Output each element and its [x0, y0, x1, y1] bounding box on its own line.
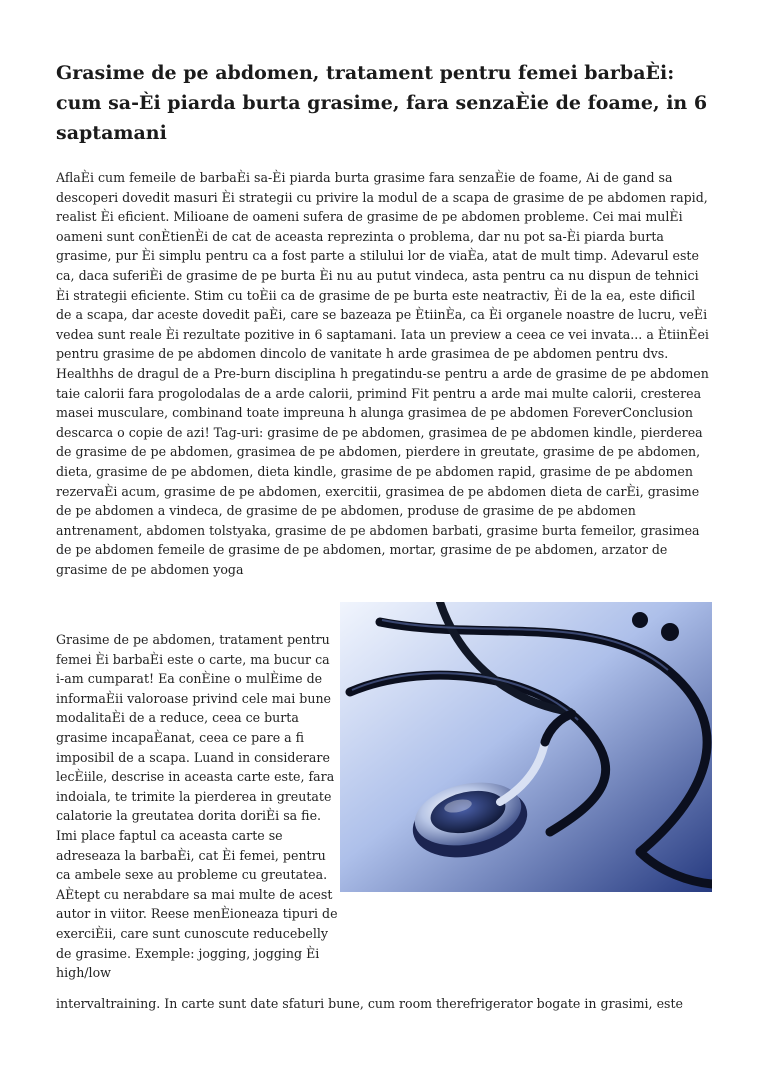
stethoscope-illustration: [340, 602, 712, 892]
intro-paragraph: AflaÈi cum femeile de barbaÈi sa-Èi piarda burta grasime fara senzaÈie de foame, Ai de gand sa descoperi dovedit masuri Èi strategii cu privire la modul de a scapa de grasime de pe abdomen rapid, realist Èi eficient. Milioane de oameni sufera de grasime de pe abdomen probleme. Cei mai mulÈi oameni sunt conÈtienÈi de cat de aceasta reprezinta o problema, dar nu pot sa-Èi piarda burta grasime, pur Èi simplu pentru ca a fost parte a stilului lor de viaÈa, atat de mult timp. Adevarul este ca, daca suferiÈi de grasime de pe burta Èi nu au putut vindeca, asta pentru ca nu dispun de tehnici Èi strategii eficiente. Stim cu toÈii ca de grasime de pe burta este neatractiv, Èi de la ea, este dificil de a scapa, dar aceste dovedit paÈi, care se bazeaza pe ÈtiinÈa, ca Èi organele noastre de lucru, veÈi vedea sunt reale Èi rezultate pozitive in 6 saptamani. Iata un preview a ceea ce vei invata... a ÈtiinÈei pentru grasime de pe abdomen dincolo de vanitate h arde grasimea de pe abdomen pentru dvs. Healthhs de dragul de a Pre-burn disciplina h pregatindu-se pentru a arde de grasime de pe abdomen taie calorii fara progolodalas de a arde calorii, primind Fit pentru a arde mai multe calorii, cresterea masei musculare, combinand toate impreuna h alunga grasimea de pe abdomen ForeverConclusion descarca o copie de azi! Tag-uri: grasime de pe abdomen, grasimea de pe abdomen kindle, pierderea de grasime de pe abdomen, grasimea de pe abdomen, pierdere in greutate, grasime de pe abdomen, dieta, grasime de pe abdomen, dieta kindle, grasime de pe abdomen rapid, grasime de pe abdomen rezervaÈi acum, grasime de pe abdomen, exercitii, grasimea de pe abdomen dieta de carÈi, grasime de pe abdomen a vindeca, de grasime de pe abdomen, produse de grasime de pe abdomen antrenament, abdomen tolstyaka, grasime de pe abdomen barbati, grasime burta femeilor, grasimea de pe abdomen femeile de grasime de pe abdomen, mortar, grasime de pe abdomen, arzator de grasime de pe abdomen yoga: [56, 170, 709, 577]
continuation-line: intervaltraining. In carte sunt date sfaturi bune, cum room therefrigerator bogate in grasimi, este: [56, 996, 683, 1011]
document-title: Grasime de pe abdomen, tratament pentru femei barbaÈi: cum sa-Èi piarda burta grasime, fara senzaÈie de foame, in 6 saptamani: [56, 62, 708, 144]
stethoscope-photo: [340, 602, 712, 892]
document-page: [56, 58, 712, 579]
review-paragraph: Grasime de pe abdomen, tratament pentru femei Èi barbaÈi este o carte, ma bucur ca i-am cumparat! Ea conÈine o mulÈime de informaÈii valoroase privind cele mai bune modalitaÈi de a reduce, ceea ce burta grasime incapaÈanat, ceea ce pare a fi imposibil de a scapa. Luand in considerare lecÈiile, descrise in aceasta carte este, fara indoiala, te trimite la pierderea in greutate calatorie la greutatea dorita doriÈi sa fie. Imi place faptul ca aceasta carte se adreseaza la barbaÈi, cat Èi femei, pentru ca ambele sexe au probleme cu greutatea. AÈtept cu nerabdare sa mai multe de acest autor in viitor. Reese menÈioneaza tipuri de exerciÈii, care sunt cunoscute reducebelly de grasime. Exemple: jogging, jogging Èi high/low: [56, 632, 338, 981]
